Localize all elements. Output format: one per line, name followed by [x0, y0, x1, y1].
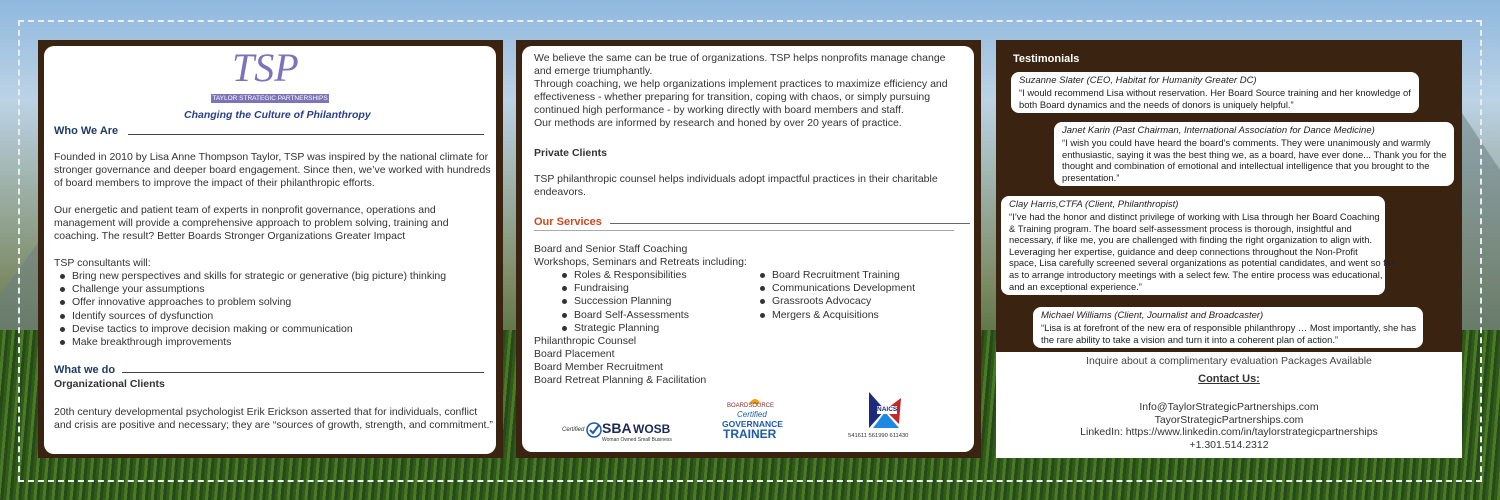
testimonial-quote-line: space, Lisa carefully screened several organizations as potential candidates, and went so far [1009, 257, 1395, 269]
list-item: Identify sources of dysfunction [56, 310, 446, 323]
service-item: Workshops, Seminars and Retreats including: [534, 256, 747, 268]
list-item: Devise tactics to improve decision making or communication [56, 323, 446, 336]
testimonial-quote-line: as to arrange introductory meetings with a select few. The entire process was educational, [1009, 268, 1383, 280]
list-item: Bring new perspectives and skills for strategic or generative (big picture) thinking [56, 270, 446, 283]
testimonial-quote-line: enthusiastic, saying it was the best thing we, as a board, have ever done... Thank you for the [1062, 148, 1447, 160]
service-item: Philanthropic Counsel [534, 335, 637, 347]
linkedin-link[interactable]: LinkedIn: https://www.linkedin.com/in/taylorstrategicpartnerships [1080, 426, 1378, 438]
testimonial-quote-line: the rare ability to take a vision and turn it into a coherent plan of action.” [1041, 333, 1339, 345]
testimonial-quote-line: “I wish you could have heard the board’s comments. They were unanimously and warmly [1062, 137, 1431, 148]
list-item: Roles & Responsibilities [558, 269, 689, 282]
paragraph-line: TSP philanthropic counsel helps individuals adopt impactful practices in their charitable [534, 173, 938, 185]
list-item: Board Recruitment Training [756, 269, 915, 282]
list-item: Board Self-Assessments [558, 309, 689, 322]
services-bottom-list [534, 335, 706, 387]
about-card [44, 46, 496, 454]
list-item: Grassroots Advocacy [756, 295, 915, 308]
sba-certified-label: Certified [562, 427, 585, 433]
services-top-list [534, 243, 747, 269]
list-item: Offer innovative approaches to problem solving [56, 296, 446, 309]
boardsource-label: BOARDSOURCE [727, 403, 775, 409]
who-paragraph-1 [54, 151, 491, 190]
testimonial-bubble [1033, 307, 1423, 348]
website-link[interactable]: TayorStrategicPartnerships.com [1154, 413, 1304, 426]
service-item: Board Placement [534, 348, 615, 360]
private-clients-heading: Private Clients [534, 147, 607, 159]
naics-badge [848, 390, 938, 444]
testimonial-author: Janet Karin (Past Chairman, International Association for Dance Medicine) [1062, 125, 1375, 136]
service-item: Board Retreat Planning & Facilitation [534, 374, 707, 386]
trainer-label: TRAINER [723, 427, 777, 441]
heading-rule [610, 223, 970, 224]
list-item: Challenge your assumptions [56, 283, 446, 296]
paragraph-line: and emerge triumphantly. [534, 65, 653, 77]
paragraph-line: coaching. The result? Better Boards Stronger Organizations Greater Impact [54, 230, 406, 242]
list-item: Make breakthrough improvements [56, 336, 446, 349]
governance-label: GOVERNANCE [722, 419, 783, 429]
testimonial-bubble [1001, 196, 1395, 295]
testimonial-quote-line: “I would recommend Lisa without reservation. Her Board Source training and her knowledge of [1019, 87, 1411, 98]
paragraph-line: We believe the same can be true of organizations. TSP helps nonprofits manage change [534, 52, 946, 64]
contact-section [996, 352, 1462, 458]
services-card [522, 46, 974, 452]
workshops-list-right [756, 269, 915, 322]
private-clients-paragraph [534, 173, 938, 199]
testimonial-author: Clay Harris,CTFA (Client, Philanthropist) [1009, 199, 1179, 210]
intro-paragraph [534, 52, 948, 130]
certified-label: Certified [737, 410, 767, 419]
naics-label: NAICS [877, 406, 898, 413]
testimonial-quote-line: & Training program. The board self-assessment process is thorough, insightful and [1009, 222, 1352, 234]
testimonial-quote-line: presentation.” [1062, 171, 1120, 183]
middle-panel [516, 40, 981, 458]
contact-heading: Contact Us: [1198, 373, 1260, 385]
testimonial-quote-line: Leveraging her expertise, guidance and deep connections throughout the Non-Profit [1009, 245, 1358, 257]
heading-rule [534, 230, 954, 231]
what-we-do-heading: What we do [54, 364, 116, 376]
inquire-text: Inquire about a complimentary evaluation Packages Available [1086, 355, 1372, 367]
boardsource-badge [720, 396, 790, 442]
who-we-are-heading: Who We Are [54, 125, 119, 137]
erickson-paragraph [54, 406, 493, 432]
paragraph-line: stronger governance and deeper board engagement. Since then, we’ve worked with hundreds [54, 164, 491, 176]
paragraph-line: effectiveness - whether preparing for transition, coping with chaos, or simply pursuing [534, 91, 931, 103]
testimonial-author: Michael Williams (Client, Journalist and Broadcaster) [1041, 310, 1264, 321]
list-item: Succession Planning [558, 295, 689, 308]
naics-codes: 541611 561990 611430 [848, 433, 909, 439]
paragraph-line: continued high performance - by working directly with board members and staff. [534, 104, 904, 116]
organizational-clients-heading: Organizational Clients [54, 378, 165, 390]
paragraph-line: Through coaching, we help organizations implement practices to maximize efficiency and [534, 78, 948, 90]
wosb-logo: WOSB [633, 422, 671, 436]
service-item: Board and Senior Staff Coaching [534, 243, 688, 255]
sba-caption: Woman Owned Small Business [602, 437, 672, 443]
testimonial-quote-line: necessary, if like me, you are challenged with finding the right organization to align with. [1009, 234, 1373, 246]
list-item: Strategic Planning [558, 322, 689, 335]
testimonial-quote-line: “Lisa is at forefront of the new era of responsible philanthropy … Most importantly, she has [1041, 322, 1417, 333]
testimonial-quote-line: thought and combination of emotional and intellectual intelligence that you brought to the [1062, 160, 1430, 172]
paragraph-line: Founded in 2010 by Lisa Anne Thompson Taylor, TSP was inspired by the national climate for [54, 151, 489, 163]
testimonial-quote-line: and an exceptional experience.” [1009, 280, 1142, 292]
our-services-heading: Our Services [534, 216, 602, 228]
email-link[interactable]: Info@TaylorStrategicPartnerships.com [1139, 401, 1319, 413]
paragraph-line: Our energetic and patient team of experts in nonprofit governance, operations and [54, 204, 436, 216]
list-item: Fundraising [558, 282, 689, 295]
paragraph-line: 20th century developmental psychologist Erik Erickson asserted that for individuals, conflict [54, 406, 478, 418]
sba-wosb-badge [562, 418, 672, 446]
paragraph-line: and crisis are positive and necessary; they are “sources of growth, strength, and commitment.” [54, 419, 493, 431]
testimonial-author: Suzanne Slater (CEO, Habitat for Humanity Greater DC) [1019, 75, 1257, 86]
list-item: Mergers & Acquisitions [756, 309, 915, 322]
consultants-list [56, 270, 446, 349]
sba-logo: SBA [602, 420, 632, 436]
checkmark-icon [586, 422, 602, 438]
phone-number[interactable]: +1.301.514.2312 [1189, 438, 1269, 451]
heading-rule [128, 134, 484, 135]
service-item: Board Member Recruitment [534, 361, 663, 373]
consultants-intro: TSP consultants will: [54, 257, 151, 269]
testimonials-heading: Testimonials [1013, 53, 1080, 65]
testimonial-quote-line: both Board dynamics and the needs of donors is uniquely helpful.” [1019, 98, 1294, 110]
workshops-list-left [558, 269, 689, 335]
logo-mark: TSP [232, 46, 299, 90]
paragraph-line: Our methods are informed by research and honed by over 20 years of practice. [534, 117, 902, 129]
testimonial-quote-line: “I’ve had the honor and distinct privilege of working with Lisa through her Board Coaching [1009, 211, 1380, 222]
who-paragraph-2 [54, 204, 449, 243]
tagline: Changing the Culture of Philanthropy [184, 109, 371, 121]
logo-name: TAYLOR STRATEGIC PARTNERSHIPS [212, 95, 328, 102]
right-panel [996, 40, 1462, 458]
list-item: Communications Development [756, 282, 915, 295]
testimonial-bubble [1054, 122, 1454, 186]
paragraph-line: management will provide a comprehensive approach to problem solving, training and [54, 217, 449, 229]
paragraph-line: endeavors. [534, 186, 586, 198]
paragraph-line: of board members to improve the impact of their philanthropic efforts. [54, 177, 375, 189]
testimonial-bubble [1011, 72, 1419, 113]
heading-rule [122, 372, 484, 373]
left-panel [38, 40, 503, 458]
